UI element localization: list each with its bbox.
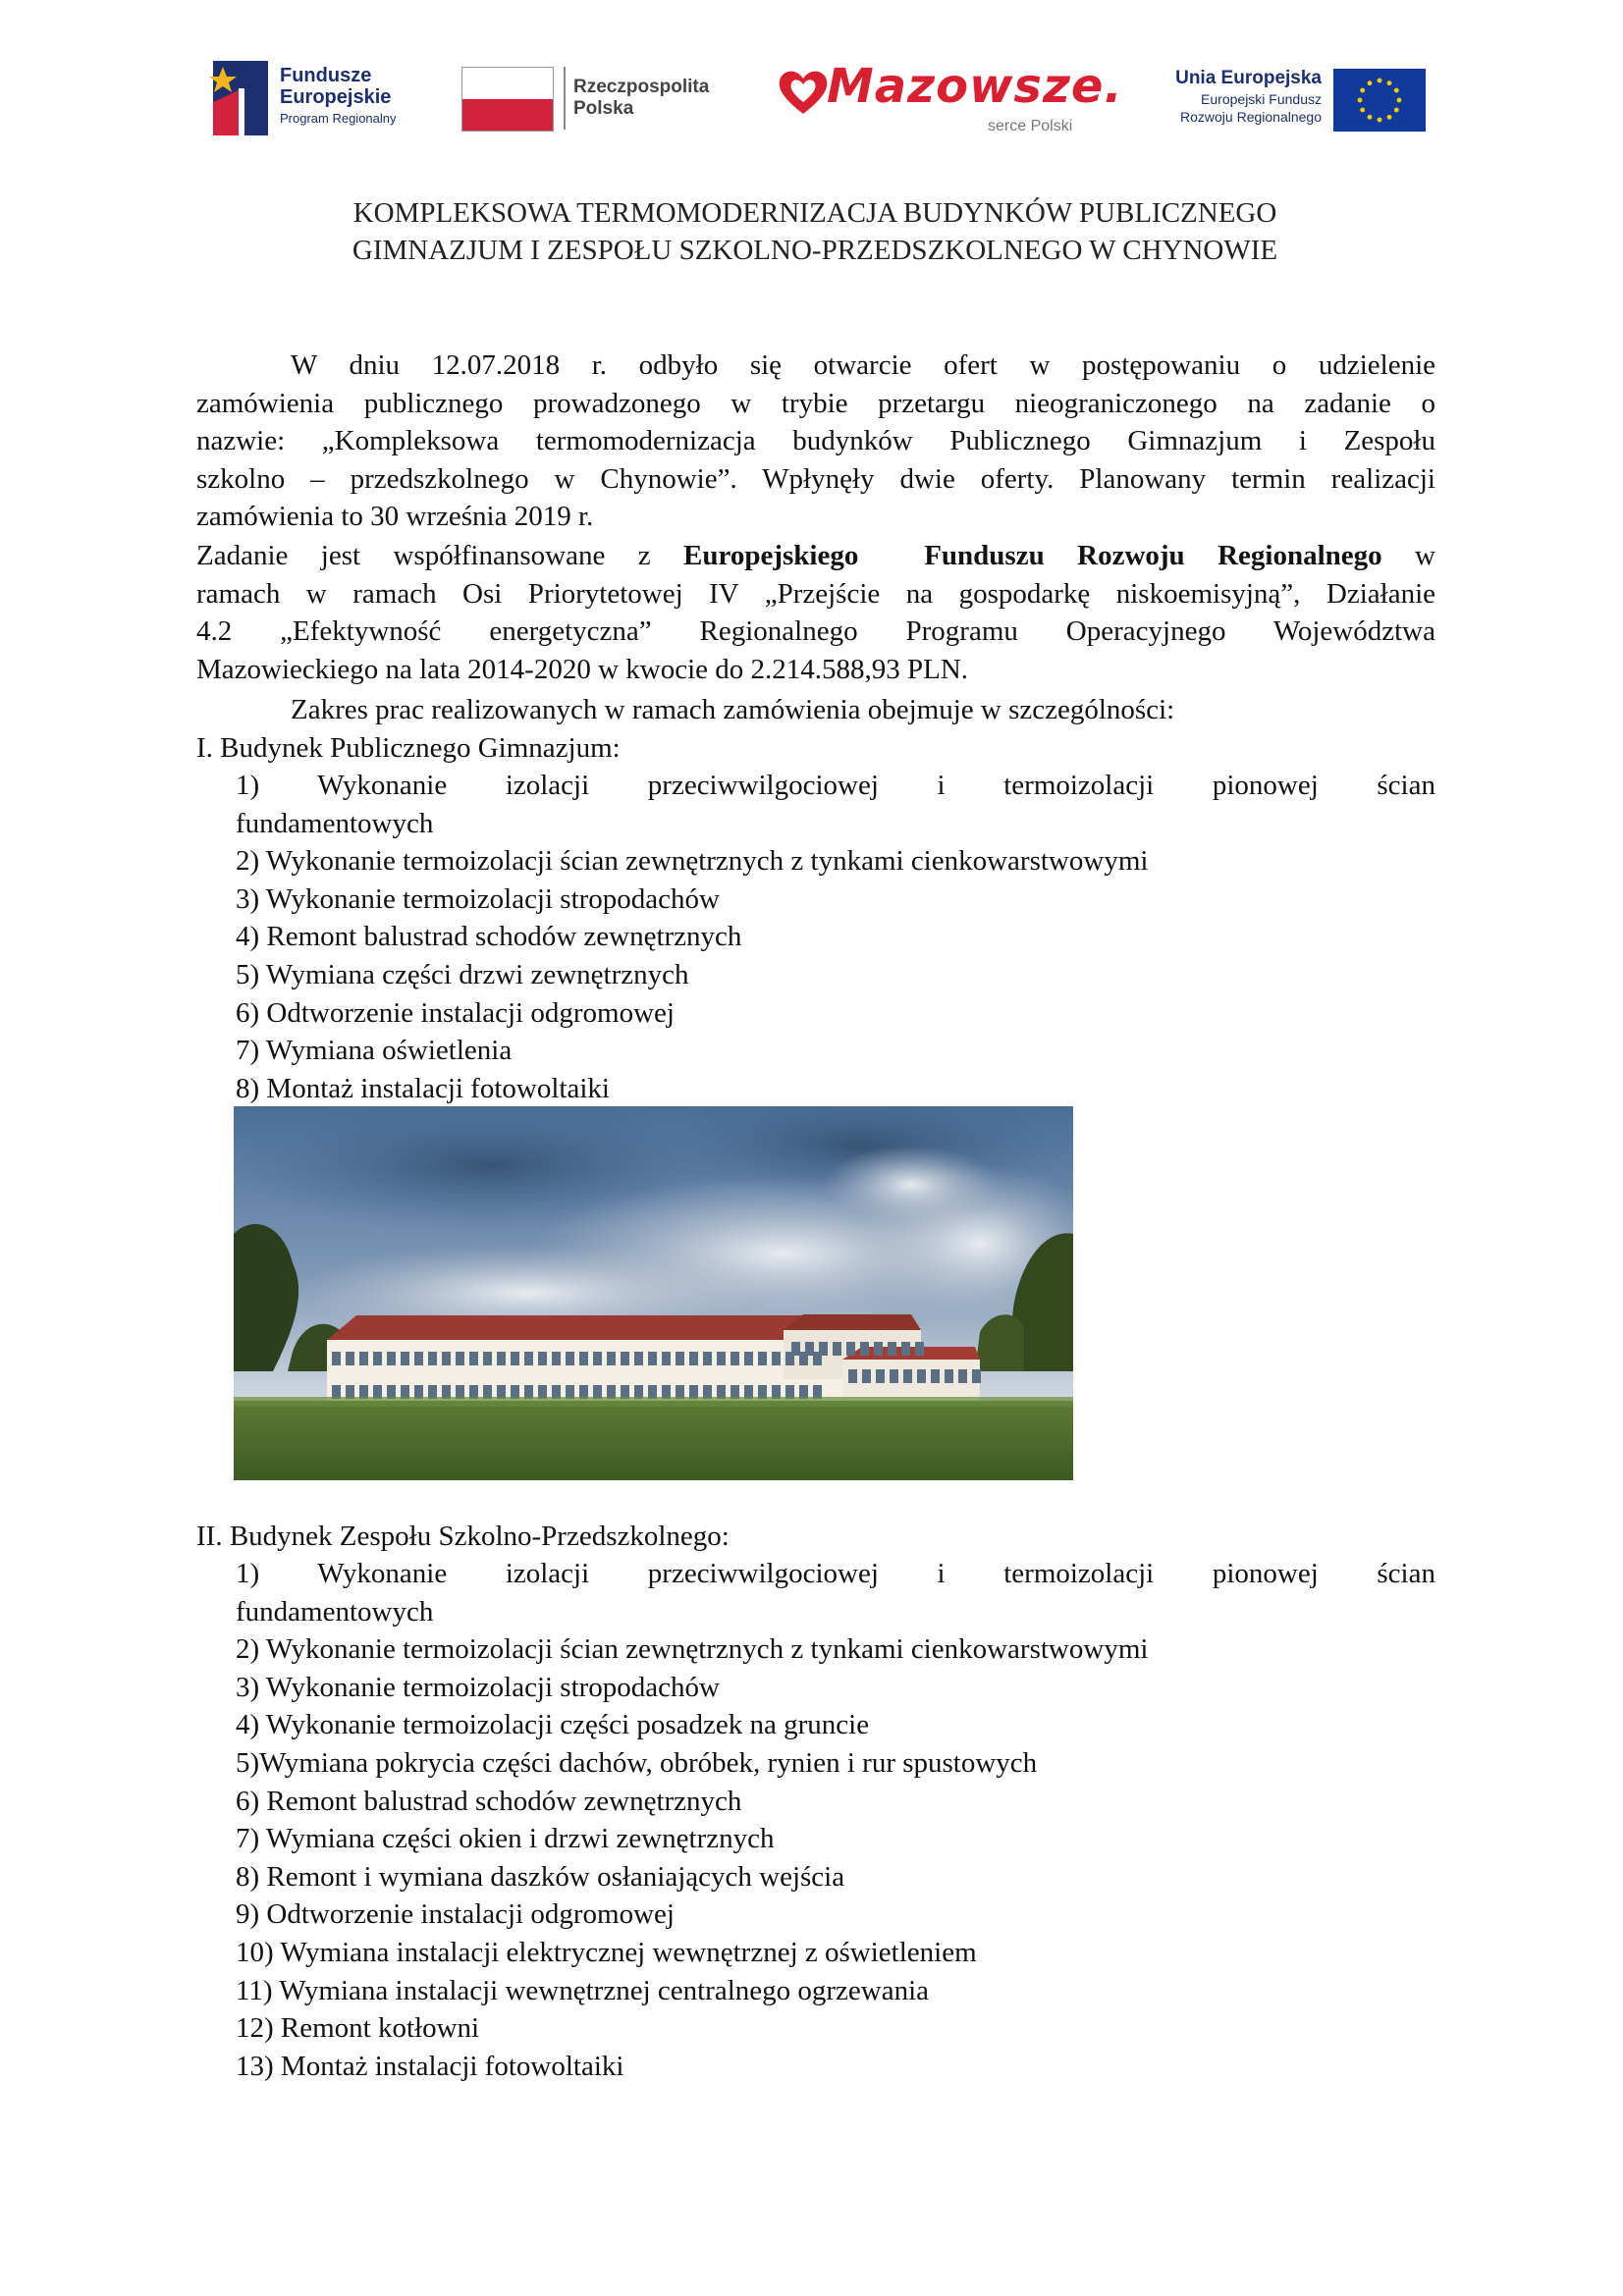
building-window	[689, 1352, 698, 1365]
list-item: 2) Wykonanie termoizolacji ścian zewnętrznych z tynkami cienkowarstwowymi	[236, 845, 1149, 878]
intro-line: W dniu 12.07.2018 r. odbyło się otwarcie ofert w postępowaniu o udzielenie	[291, 349, 1435, 381]
list-item: 13) Montaż instalacji fotowoltaiki	[236, 2050, 624, 2082]
list-item: 2) Wykonanie termoizolacji ścian zewnętrznych z tynkami cienkowarstwowymi	[236, 1633, 1149, 1666]
eu-star-icon	[1360, 108, 1365, 113]
list-item: 9) Odtworzenie instalacji odgromowej	[236, 1898, 675, 1931]
building-window	[359, 1352, 368, 1365]
building-window	[469, 1385, 478, 1399]
building-window	[428, 1385, 437, 1399]
building-window	[373, 1385, 382, 1399]
building-window	[346, 1352, 354, 1365]
title-line2: GIMNAZJUM I ZESPOŁU SZKOLNO-PRZEDSZKOLNEGO W CHYNOWIE	[352, 235, 1278, 266]
building-window	[552, 1352, 561, 1365]
section1-heading: I. Budynek Publicznego Gimnazjum:	[196, 732, 621, 764]
building-window	[662, 1385, 671, 1399]
building-window	[524, 1352, 533, 1365]
building-window	[758, 1385, 767, 1399]
list-item-continuation: fundamentowych	[236, 807, 434, 839]
eu-star-icon	[1378, 79, 1382, 83]
polish-flag-icon	[461, 67, 554, 132]
eu-star-icon	[1368, 115, 1373, 120]
list-item: 6) Odtworzenie instalacji odgromowej	[236, 996, 675, 1029]
building-window	[703, 1352, 712, 1365]
building-window	[805, 1342, 814, 1356]
cofinancing-paragraph	[196, 537, 1435, 688]
building-window	[862, 1369, 871, 1383]
ue-line2: Europejski Fundusz	[1201, 91, 1322, 107]
eu-star-icon	[1397, 98, 1402, 103]
building-window	[648, 1385, 657, 1399]
building-window	[703, 1385, 712, 1399]
building-window	[958, 1369, 967, 1383]
list-item-continuation: fundamentowych	[236, 1595, 434, 1628]
building-window	[442, 1352, 451, 1365]
building-window	[772, 1385, 781, 1399]
building-window	[332, 1352, 341, 1365]
building-window	[888, 1342, 896, 1356]
title-line1: KOMPLEKSOWA TERMOMODERNIZACJA BUDYNKÓW PUBLICZNEGO	[352, 197, 1277, 229]
building-window	[848, 1369, 857, 1383]
school-building-photo	[234, 1106, 1073, 1480]
building-window	[401, 1385, 409, 1399]
rzeczpospolita-polska-logo	[461, 67, 727, 133]
list-item: 8) Montaż instalacji fotowoltaiki	[236, 1072, 610, 1104]
list-item: 7) Wymiana oświetlenia	[236, 1035, 513, 1067]
section2-heading: II. Budynek Zespołu Szkolno-Przedszkolnego:	[196, 1521, 730, 1552]
building-window	[689, 1385, 698, 1399]
building-window	[414, 1385, 423, 1399]
building-window	[785, 1385, 794, 1399]
fundusze-europejskie-logo	[209, 59, 415, 141]
eu-flag-icon	[1333, 69, 1426, 132]
cofinancing-suffix: w	[1381, 540, 1435, 571]
intro-line: zamówienia publicznego prowadzonego w trybie przetargu nieograniczonego na zadanie o	[196, 387, 1435, 419]
school-photo-image	[234, 1106, 1073, 1480]
building-window	[387, 1385, 396, 1399]
building-window	[511, 1352, 519, 1365]
unia-europejska-text	[1175, 67, 1322, 126]
building-window	[524, 1385, 533, 1399]
list-item: 4) Remont balustrad schodów zewnętrznych	[236, 921, 742, 953]
building-window	[428, 1352, 437, 1365]
fundusze-europejskie-text	[280, 65, 397, 130]
building-window	[903, 1369, 912, 1383]
building-window	[744, 1352, 753, 1365]
building-window	[758, 1352, 767, 1365]
eu-star-icon	[1387, 80, 1392, 85]
building-window	[791, 1342, 800, 1356]
building-window	[945, 1369, 953, 1383]
building-window	[456, 1352, 464, 1365]
building-window	[401, 1352, 409, 1365]
building-window	[373, 1352, 382, 1365]
building-window	[917, 1369, 926, 1383]
intro-paragraph	[196, 347, 1435, 536]
building-window	[607, 1385, 616, 1399]
building-window	[621, 1385, 629, 1399]
intro-line: nazwie: „Kompleksowa termomodernizacja budynków Publicznego Gimnazjum i Zespołu	[196, 425, 1435, 457]
section1-list	[236, 767, 1435, 1107]
building-window	[566, 1385, 574, 1399]
building-window	[359, 1385, 368, 1399]
rp-line2: Polska	[573, 98, 634, 119]
ue-line3: Rozwoju Regionalnego	[1180, 109, 1322, 125]
unia-europejska-logo	[1151, 65, 1426, 143]
building-window	[662, 1352, 671, 1365]
building-window	[717, 1385, 726, 1399]
building-window	[483, 1352, 492, 1365]
mazowsze-subtitle: serce Polski	[988, 118, 1073, 134]
building-window	[469, 1352, 478, 1365]
rp-line1: Rzeczpospolita	[573, 77, 710, 97]
list-item: 5)Wymiana pokrycia części dachów, obróbek, rynien i rur spustowych	[236, 1746, 1038, 1779]
building-window	[799, 1385, 808, 1399]
intro-line: szkolno – przedszkolnego w Chynowie”. Wpłynęły dwie oferty. Planowany termin realizacji	[196, 462, 1435, 495]
building-window	[579, 1352, 588, 1365]
building-window	[813, 1385, 822, 1399]
section2-list	[236, 1555, 1435, 2085]
building-window	[676, 1352, 684, 1365]
building-window	[634, 1385, 643, 1399]
list-item: 5) Wymiana części drzwi zewnętrznych	[236, 958, 689, 990]
building-window	[931, 1369, 940, 1383]
cofinancing-first-line	[196, 537, 1435, 575]
building-window	[538, 1352, 547, 1365]
building-window	[772, 1352, 781, 1365]
section2-items	[236, 1630, 1435, 2085]
cofinancing-line: ramach w ramach Osi Priorytetowej IV „Przejście na gospodarkę niskoemisyjną”, Działanie	[196, 577, 1435, 610]
list-item: 3) Wykonanie termoizolacji stropodachów	[236, 1671, 720, 1703]
list-item: 1) Wykonanie izolacji przeciwwilgociowej i termoizolacji pionowej ścian	[236, 770, 1435, 801]
ue-line1: Unia Europejska	[1175, 68, 1322, 88]
cofinancing-line: Mazowieckiego na lata 2014-2020 w kwocie do 2.214.588,93 PLN.	[196, 653, 969, 685]
eu-star-icon	[1394, 108, 1399, 113]
building-window	[511, 1385, 519, 1399]
mazowsze-wordmark: Mazowsze.	[827, 59, 1123, 114]
list-item: 12) Remont kotłowni	[236, 2012, 480, 2045]
fe-line3: Program Regionalny	[280, 111, 397, 126]
building-window	[607, 1352, 616, 1365]
fe-line2: Europejskie	[280, 86, 392, 108]
building-window	[414, 1352, 423, 1365]
building-window	[730, 1385, 739, 1399]
building-window	[876, 1369, 885, 1383]
logo-divider	[564, 67, 566, 130]
building-window	[901, 1342, 910, 1356]
building-window	[648, 1352, 657, 1365]
document-title	[196, 194, 1434, 269]
building-window	[833, 1342, 841, 1356]
building-window	[972, 1369, 981, 1383]
building-window	[332, 1385, 341, 1399]
building-window	[874, 1342, 883, 1356]
list-item: 1) Wykonanie izolacji przeciwwilgociowej i termoizolacji pionowej ścian	[236, 1558, 1435, 1589]
cofinancing-fund-name: Europejskiego Funduszu Rozwoju Regionalnego	[683, 540, 1382, 571]
building-window	[915, 1342, 924, 1356]
eu-star-icon	[1360, 88, 1365, 93]
eu-star-icon	[1368, 80, 1373, 85]
building-window	[593, 1352, 602, 1365]
building-window	[497, 1352, 506, 1365]
cofinancing-prefix: Zadanie jest współfinansowane z	[196, 540, 684, 571]
scope-intro: Zakres prac realizowanych w ramach zamówienia obejmuje w szczególności:	[291, 694, 1175, 725]
building-window	[538, 1385, 547, 1399]
list-item: 8) Remont i wymiana daszków osłaniających wejścia	[236, 1860, 845, 1893]
building-window	[634, 1352, 643, 1365]
building-window	[890, 1369, 898, 1383]
building-window	[819, 1342, 828, 1356]
section1-items	[236, 842, 1435, 1107]
list-item: 3) Wykonanie termoizolacji stropodachów	[236, 882, 720, 915]
list-item: 4) Wykonanie termoizolacji części posadzek na gruncie	[236, 1709, 870, 1741]
cofinancing-line: 4.2 „Efektywność energetyczna” Regionalnego Programu Operacyjnego Województwa	[196, 615, 1435, 648]
fundusze-europejskie-mark-icon	[209, 59, 272, 137]
building-window	[483, 1385, 492, 1399]
building-window	[387, 1352, 396, 1365]
mazowsze-logo	[778, 59, 1123, 143]
rzeczpospolita-polska-text	[573, 77, 709, 120]
building-window	[730, 1352, 739, 1365]
building-window	[346, 1385, 354, 1399]
list-item: 10) Wymiana instalacji elektrycznej wewnętrznej z oświetleniem	[236, 1936, 977, 1968]
building-window	[621, 1352, 629, 1365]
fe-line1: Fundusze	[280, 65, 372, 86]
list-item: 6) Remont balustrad schodów zewnętrznych	[236, 1785, 742, 1817]
eu-star-icon	[1387, 115, 1392, 120]
building-window	[552, 1385, 561, 1399]
building-window	[744, 1385, 753, 1399]
logo-bar	[0, 0, 1623, 147]
building-window	[860, 1342, 869, 1356]
building-window	[676, 1385, 684, 1399]
building-window	[579, 1385, 588, 1399]
building-window	[717, 1352, 726, 1365]
intro-line: zamówienia to 30 września 2019 r.	[196, 501, 594, 533]
building-window	[442, 1385, 451, 1399]
heart-icon	[778, 69, 829, 116]
building-window	[566, 1352, 574, 1365]
building-window	[593, 1385, 602, 1399]
building-window	[456, 1385, 464, 1399]
building-window	[846, 1342, 855, 1356]
list-item: 11) Wymiana instalacji wewnętrznej centralnego ogrzewania	[236, 1974, 930, 2006]
eu-star-icon	[1358, 98, 1363, 103]
list-item: 7) Wymiana części okien i drzwi zewnętrznych	[236, 1823, 775, 1855]
eu-star-icon	[1394, 88, 1399, 93]
eu-star-icon	[1378, 118, 1382, 123]
building-window	[497, 1385, 506, 1399]
